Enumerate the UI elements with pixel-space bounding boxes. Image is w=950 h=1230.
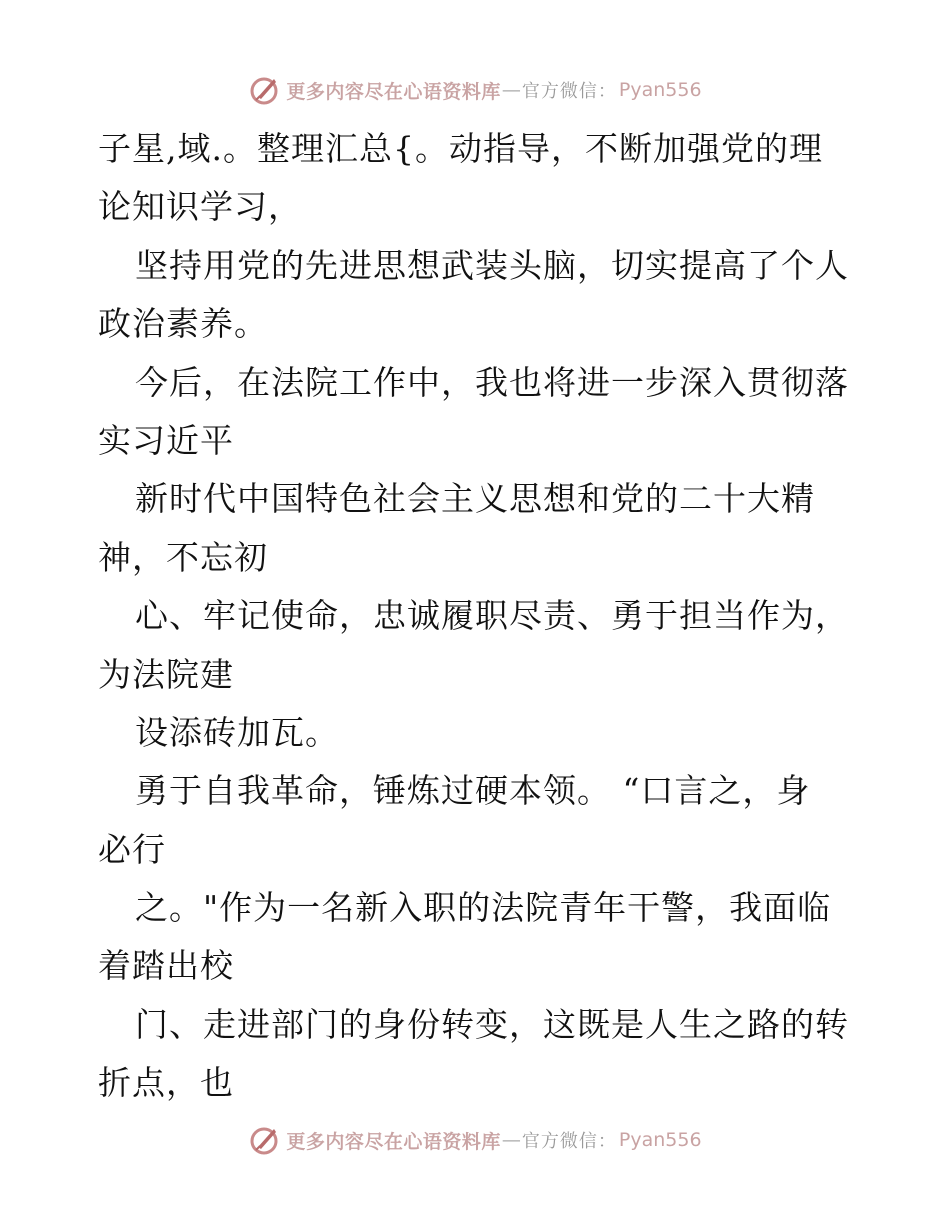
text-line: 子星,域.。整理汇总{。动指导，不断加强党的理 [98, 129, 823, 168]
watermark-wechat-id: Pyan556 [618, 1129, 702, 1151]
footer-watermark [0, 1120, 950, 1160]
text-line: 政治素养。 [98, 304, 268, 344]
text-line: 必行 [98, 829, 166, 869]
text-line: 之。"作为一名新入职的法院青年干警，我面临 [135, 888, 832, 928]
text-line: 设添砖加瓦。 [135, 712, 339, 752]
watermark-dash: — [501, 79, 521, 101]
watermark-label: 官方微信： [521, 81, 617, 102]
watermark-brand: 更多内容尽在心语资料库 [286, 1130, 501, 1153]
text-line: 坚持用党的先进思想武装头脑，切实提高了个人 [135, 245, 849, 285]
text-line: 论知识学习， [98, 187, 302, 227]
quill-logo-icon [248, 73, 282, 107]
watermark-brand: 更多内容尽在心语资料库 [286, 80, 501, 103]
text-line: 折点，也 [98, 1063, 234, 1103]
text-line: 着踏出校 [98, 946, 234, 986]
watermark-label: 官方微信： [521, 1131, 617, 1152]
quill-logo-icon [248, 1123, 282, 1157]
text-line: 新时代中国特色社会主义思想和党的二十大精 [135, 479, 815, 519]
text-line: 勇于自我革命，锤炼过硬本领。 “口言之，身 [135, 771, 811, 811]
text-line: 今后，在法院工作中，我也将进一步深入贯彻落 [135, 362, 849, 402]
header-watermark [0, 70, 950, 110]
document-body [98, 120, 868, 1113]
text-line: 心、牢记使命，忠诚履职尽责、勇于担当作为， [135, 596, 849, 636]
text-line: 实习近平 [98, 420, 234, 460]
text-line: 为法院建 [98, 654, 234, 694]
watermark-dash: — [501, 1129, 521, 1151]
text-line: 神，不忘初 [98, 537, 268, 577]
text-line: 门、走进部门的身份转变，这既是人生之路的转 [135, 1004, 849, 1044]
watermark-wechat-id: Pyan556 [618, 79, 702, 101]
